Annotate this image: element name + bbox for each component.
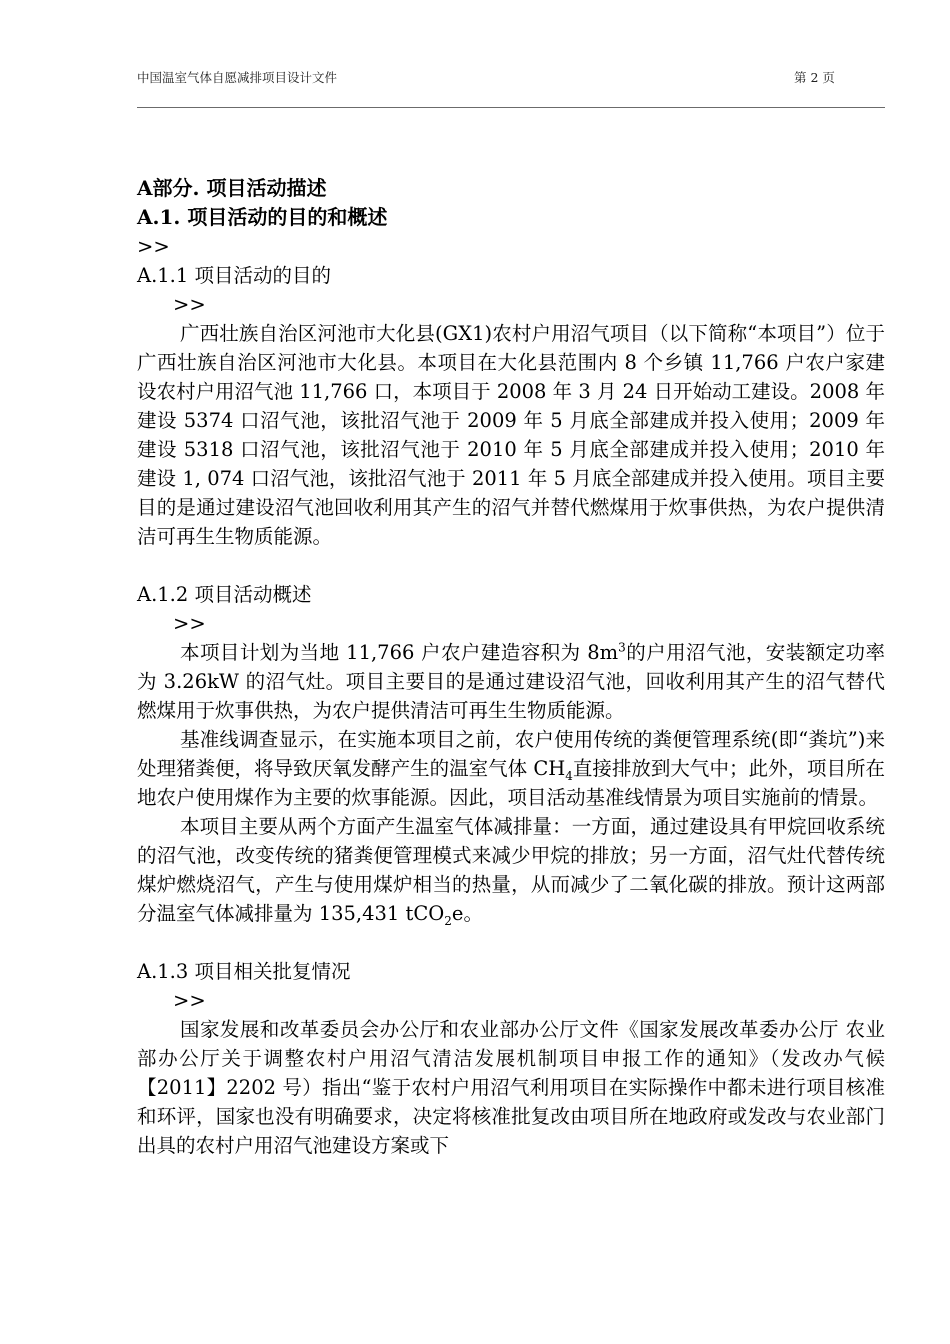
a12-paragraph-3: 本项目主要从两个方面产生温室气体减排量：一方面，通过建设具有甲烷回收系统的沼气池，改变传统的猪粪便管理模式来减少甲烷的排放；另一方面，沼气灶代替传统煤炉燃烧沼气，产生与使用煤炉相当的热量，从而减少了二氧化碳的排放。预计这两部分温室气体减排量为 135,431 tCO$_2$e。: [137, 815, 885, 928]
a12-paragraph-1: 本项目计划为当地 11,766 户农户建造容积为 $8m^3$的户用沼气池，安装额定功率为 3.26kW 的沼气灶。项目主要目的是通过建设沼气池，回收利用其产生的沼气替代燃煤用于炊事供热，为农户提供清洁可再生生物质能源。: [137, 640, 885, 722]
a12-paragraph-2: 基准线调查显示，在实施本项目之前，农户使用传统的粪便管理系统(即“粪坑”)来处理猪粪便，将导致厌氧发酵产生的温室气体 $CH_4$直接排放到大气中；此外，项目所在地农户使用煤作为主要的炊事能源。因此，项目活动基准线情景为项目实施前的情景。: [137, 728, 885, 809]
spacer: [137, 551, 885, 580]
header-doc-title: 中国温室气体自愿减排项目设计文件: [137, 70, 338, 85]
a11-marker: >>: [173, 293, 206, 316]
a13-paragraph: 国家发展和改革委员会办公厅和农业部办公厅文件《国家发展改革委办公厅 农业部办公厅关于调整农村户用沼气清洁发展机制项目申报工作的通知》（发改办气候【2011】2202 号）指出“鉴于农村户用沼气利用项目在实际操作中都未进行项目核准和环评，国家也没有明确要求，决定将核准批复改由项目所在地政府或发改与农业部门出具的农村户用沼气池建设方案或下: [137, 1018, 885, 1157]
a12-marker: >>: [173, 612, 206, 635]
a12-heading: A.1.2 项目活动概述: [137, 583, 312, 606]
header-page-label: 第 2 页: [794, 70, 835, 85]
section-a-title: A部分. 项目活动描述: [137, 176, 327, 200]
header-divider: [137, 107, 885, 108]
a11-paragraph: 广西壮族自治区河池市大化县(GX1)农村户用沼气项目（以下简称“本项目”）位于广西壮族自治区河池市大化县。本项目在大化县范围内 8 个乡镇 11,766 户农户家建设农村户用沼气池 11,766 口，本项目于 2008 年 3 月 24 日开始动工建设。2008 年建设 5374 口沼气池，该批沼气池于 2009 年 5 月底全部建成并投入使用；2009 年建设 5318 口沼气池，该批沼气池于 2010 年 5 月底全部建成并投入使用；2010 年建设 1, 074 口沼气池，该批沼气池于 2011 年 5 月底全部建成并投入使用。项目主要目的是通过建设沼气池回收利用其产生的沼气并替代燃煤用于炊事供热，为农户提供清洁可再生生物质能源。: [137, 322, 885, 548]
a13-marker: >>: [173, 989, 206, 1012]
a11-heading: A.1.1 项目活动的目的: [137, 264, 331, 287]
document-body: [137, 174, 885, 1160]
section-a1-title: A.1. 项目活动的目的和概述: [137, 205, 388, 229]
a13-heading: A.1.3 项目相关批复情况: [137, 960, 351, 983]
marker-top: >>: [137, 235, 170, 258]
spacer: [137, 928, 885, 957]
